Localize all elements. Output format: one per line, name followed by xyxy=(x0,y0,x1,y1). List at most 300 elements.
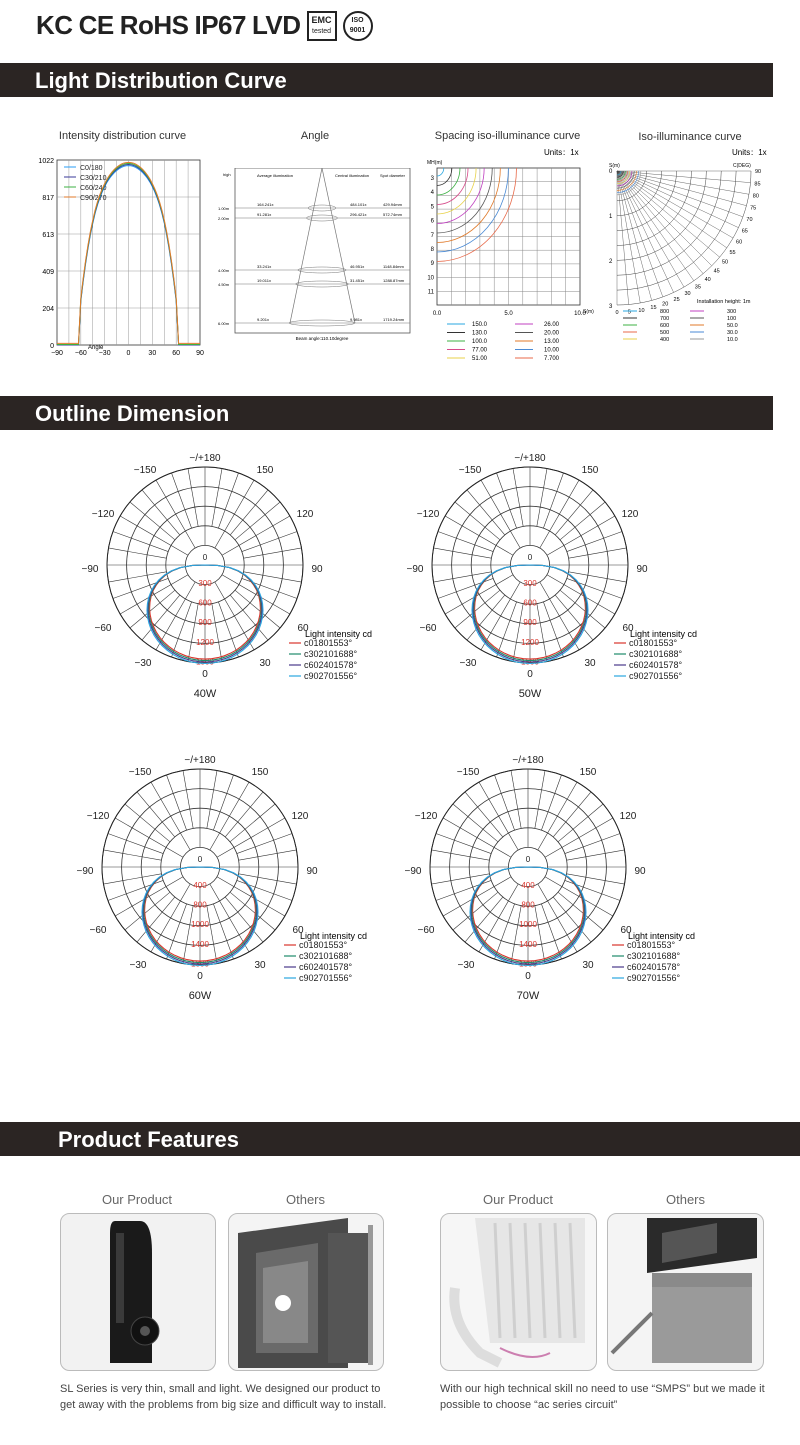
polar-angle-label: 30 xyxy=(254,960,266,971)
polar-angle-label: 120 xyxy=(619,811,637,822)
polar-ring-label: 1000 xyxy=(191,920,209,930)
ce-mark: CE xyxy=(78,10,114,40)
beam-cone xyxy=(290,168,355,323)
legend-label: 20.00 xyxy=(544,330,560,337)
legend-label: 300 xyxy=(727,309,737,315)
iso-curve xyxy=(437,168,500,243)
legend-title: Light intensity cd xyxy=(628,931,696,941)
polar-angle-label: 30 xyxy=(259,658,271,669)
angle-tick: 55 xyxy=(729,249,736,256)
polar-spoke xyxy=(535,906,545,964)
polar-angle-label: −120 xyxy=(86,811,110,822)
legend-label: c902701556° xyxy=(627,973,681,983)
feature-text-left: SL Series is very thin, small and light. We designed our product to get away with the problems from big size and difficult way to install. xyxy=(60,1383,387,1411)
legend-label: 800 xyxy=(660,309,670,315)
legend-label: 500 xyxy=(660,330,670,336)
level-central: 9.981x xyxy=(350,317,363,322)
polar-angle-label: −60 xyxy=(89,925,107,936)
iso-curve xyxy=(437,168,484,224)
legend-label: 51.00 xyxy=(472,356,488,362)
angle-tick: 0 xyxy=(615,310,619,316)
y-tick-label: 11 xyxy=(427,289,434,296)
polar-angle-label: 0 xyxy=(197,855,203,864)
legend-label: c302101688° xyxy=(304,649,358,659)
iso-ray xyxy=(617,171,629,304)
level-height: 4.00m xyxy=(218,268,230,273)
legend-label: C90/270 xyxy=(80,195,107,202)
polar-spoke xyxy=(212,604,222,662)
y-axis-label: MH(m) xyxy=(427,160,443,166)
y-tick-label: 1 xyxy=(609,214,613,220)
level-height: 1.00m xyxy=(218,206,230,211)
polar-spoke xyxy=(496,473,516,528)
y-tick-label: 409 xyxy=(42,269,54,276)
angle-tick: 85 xyxy=(754,181,761,188)
y-tick-label: 9 xyxy=(430,261,434,268)
x-tick-label: −30 xyxy=(98,350,111,357)
polar-angle-label: −60 xyxy=(94,623,112,634)
y-tick-label: 204 xyxy=(42,306,54,313)
units-label: Units：1x xyxy=(732,148,767,157)
angle-frame xyxy=(235,168,410,333)
legend-label: 50.0 xyxy=(727,323,738,329)
legend-label: c902701556° xyxy=(629,671,683,681)
polar-diagram-50w xyxy=(405,450,715,710)
polar-spoke xyxy=(436,880,491,900)
polar-spoke xyxy=(171,602,191,657)
polar-spoke xyxy=(188,604,198,662)
y-tick-label: 817 xyxy=(42,195,54,202)
polar-caption: 60W xyxy=(188,990,212,1002)
y-tick-label: 10 xyxy=(427,275,434,282)
section-header-outline: Outline Dimension xyxy=(0,396,773,430)
polar-ring-label: 1500 xyxy=(196,657,214,667)
y-tick-label: 0 xyxy=(50,343,54,350)
level-height: 2.00m xyxy=(218,216,230,221)
level-spot: 1719.24mm xyxy=(383,317,405,322)
polar-spoke xyxy=(103,850,161,860)
polar-angle-label: −150 xyxy=(456,767,480,778)
col-central: Central illumination xyxy=(335,173,370,178)
section-header-light-distribution: Light Distribution Curve xyxy=(0,63,773,97)
legend-label: C0/180 xyxy=(80,165,103,172)
polar-caption: 40W xyxy=(193,688,217,700)
polar-angle-label: 0 xyxy=(525,971,531,982)
polar-spoke xyxy=(237,833,292,853)
legend-label: 26.00 xyxy=(544,322,560,328)
polar-angle-label: −120 xyxy=(414,811,438,822)
polar-spoke xyxy=(436,833,491,853)
iso-title: Iso-illuminance curve xyxy=(638,131,742,143)
level-central: 31.451x xyxy=(350,278,365,283)
polar-angle-label: 0 xyxy=(202,553,208,562)
polar-ring-label: 1500 xyxy=(521,657,539,667)
product-photo-ours-left xyxy=(60,1213,216,1371)
x-tick-label: 5.0 xyxy=(504,311,513,317)
polar-spoke xyxy=(183,906,193,964)
polar-angle-label: −60 xyxy=(417,925,435,936)
polar-spoke xyxy=(565,880,620,900)
level-central: 46.951x xyxy=(350,264,365,269)
polar-spoke xyxy=(242,531,297,551)
polar-spoke xyxy=(494,904,514,959)
level-spot: 1148.84mm xyxy=(383,264,404,269)
angle-tick: 20 xyxy=(662,301,669,308)
legend-label: c602401578° xyxy=(299,962,353,972)
polar-angle-label: −90 xyxy=(81,564,99,575)
legend-label: 100.0 xyxy=(472,339,488,345)
polar-angle-label: 90 xyxy=(636,564,648,575)
polar-angle-label: 60 xyxy=(292,925,304,936)
legend-label: c302101688° xyxy=(299,951,353,961)
polar-ring-label: 300 xyxy=(523,579,537,588)
polar-angle-label: 30 xyxy=(582,960,594,971)
legend-label: 600 xyxy=(660,323,670,329)
polar-spoke xyxy=(237,880,292,900)
legend-label: C30/210 xyxy=(80,175,107,182)
polar-angle-label: 60 xyxy=(620,925,632,936)
legend-label: c602401578° xyxy=(304,660,358,670)
product-photo-ours-right xyxy=(440,1213,597,1371)
polar-angle-label: 90 xyxy=(306,866,318,877)
polar-spoke xyxy=(567,531,622,551)
c-label: C(DEG) xyxy=(733,163,751,169)
polar-ring-label: 1800 xyxy=(519,959,537,969)
polar-angle-label: 120 xyxy=(291,811,309,822)
polar-spoke xyxy=(113,531,168,551)
y-tick-label: 6 xyxy=(430,218,434,225)
polar-ring-label: 1400 xyxy=(519,939,537,949)
spacing-iso-chart xyxy=(420,145,600,370)
y-tick-label: 3 xyxy=(430,176,434,182)
legend-title: Light intensity cd xyxy=(305,629,373,639)
angle-tick: 60 xyxy=(736,239,743,246)
level-height: 6.00m xyxy=(218,321,230,326)
angle-tick: 15 xyxy=(650,305,657,312)
legend-label: 100 xyxy=(727,316,737,322)
polar-ring-label: 800 xyxy=(521,900,535,910)
legend-label: c902701556° xyxy=(304,671,358,681)
legend-title: Light intensity cd xyxy=(630,629,698,639)
y-tick-label: 0 xyxy=(609,169,613,175)
polar-spoke xyxy=(207,906,217,964)
col-avg: Average illumination xyxy=(257,173,293,178)
lvd-mark: LVD xyxy=(251,10,301,40)
polar-spoke xyxy=(207,770,217,828)
polar-angle-label: 90 xyxy=(311,564,323,575)
beam-angle: Beam angle:110.10degree xyxy=(295,336,349,341)
polar-angle-label: −/+180 xyxy=(189,453,221,464)
y-tick-label: 8 xyxy=(430,247,434,253)
legend-label: 77.00 xyxy=(472,347,488,354)
level-central: 484.101x xyxy=(350,202,367,207)
polar-ring-label: 600 xyxy=(523,598,537,608)
polar-ring-label: 800 xyxy=(193,900,207,910)
y-tick-label: 1022 xyxy=(38,158,54,165)
polar-spoke xyxy=(212,468,222,526)
polar-spoke xyxy=(213,904,233,959)
col-high: high xyxy=(223,172,231,177)
polar-spoke xyxy=(543,473,563,528)
polar-spoke xyxy=(108,833,163,853)
col-spot: Spot diameter xyxy=(380,173,405,178)
polar-angle-label: 0 xyxy=(202,669,208,680)
polar-ring-label: 1000 xyxy=(519,920,537,930)
x-tick-label: 90 xyxy=(196,350,204,357)
level-height: 4.50m xyxy=(218,282,230,287)
polar-spoke xyxy=(511,906,521,964)
polar-spoke xyxy=(537,604,547,662)
legend-label: c01801553° xyxy=(299,940,348,950)
polar-angle-label: 150 xyxy=(256,465,274,476)
polar-spoke xyxy=(438,531,493,551)
polar-spoke xyxy=(567,578,622,598)
y-tick-label: 2 xyxy=(609,259,613,265)
kc-mark: KC xyxy=(36,10,73,40)
y-tick-label: 5 xyxy=(430,204,434,211)
angle-tick: 75 xyxy=(750,205,757,212)
angle-tick: 5 xyxy=(627,309,631,316)
polar-angle-label: 60 xyxy=(297,623,309,634)
angle-tick: 25 xyxy=(673,296,680,303)
polar-angle-label: −30 xyxy=(129,960,147,971)
polar-spoke xyxy=(242,578,297,598)
polar-spoke xyxy=(565,833,620,853)
polar-spoke xyxy=(239,850,297,860)
polar-spoke xyxy=(188,468,198,526)
legend-label: c302101688° xyxy=(629,649,683,659)
legend-label: 130.0 xyxy=(472,330,488,337)
polar-angle-label: −90 xyxy=(406,564,424,575)
level-spot: 429.94mm xyxy=(383,202,402,207)
angle-tick: 40 xyxy=(704,277,711,284)
polar-ring-label: 900 xyxy=(198,618,212,628)
x-unit: S(m) xyxy=(583,309,594,315)
level-central: 296.421x xyxy=(350,212,367,217)
x-tick-label: 0 xyxy=(126,350,131,357)
product-photo-others-right xyxy=(607,1213,764,1371)
polar-angle-label: −30 xyxy=(459,658,477,669)
polar-spoke xyxy=(213,775,233,830)
polar-angle-label: 120 xyxy=(621,509,639,520)
polar-spoke xyxy=(438,578,493,598)
polar-angle-label: 30 xyxy=(584,658,596,669)
polar-spoke xyxy=(218,473,238,528)
polar-ring-label: 900 xyxy=(523,618,537,628)
legend-label: 7.700 xyxy=(544,356,560,362)
product-photo-others-left xyxy=(228,1213,384,1371)
left-ours-label: Our Product xyxy=(101,1192,173,1207)
legend-label: 400 xyxy=(660,337,670,343)
polar-angle-label: −150 xyxy=(128,767,152,778)
x-tick-label: −60 xyxy=(74,350,87,357)
polar-spoke xyxy=(567,850,625,860)
emc-badge: EMC tested xyxy=(307,11,337,41)
angle-tick: 45 xyxy=(713,268,720,275)
angle-diagram xyxy=(215,168,415,343)
polar-spoke xyxy=(171,473,191,528)
angle-tick: 35 xyxy=(694,284,701,291)
polar-spoke xyxy=(511,770,521,828)
angle-title: Angle xyxy=(300,130,330,142)
polar-angle-label: 120 xyxy=(296,509,314,520)
legend-label: c01801553° xyxy=(629,638,678,648)
polar-angle-label: −120 xyxy=(91,509,115,520)
level-avg: 9.201x xyxy=(257,317,270,322)
polar-ring-label: 1800 xyxy=(191,959,209,969)
polar-angle-label: 0 xyxy=(197,971,203,982)
angle-tick: 30 xyxy=(684,291,691,298)
legend-label: 13.00 xyxy=(544,339,560,345)
legend-label: 30.0 xyxy=(727,330,738,336)
polar-angle-label: −30 xyxy=(134,658,152,669)
polar-spoke xyxy=(541,775,561,830)
angle-tick: 65 xyxy=(741,228,748,235)
polar-angle-label: 90 xyxy=(634,866,646,877)
level-avg: 33.241x xyxy=(257,264,272,269)
level-avg: 19.011x xyxy=(257,278,271,283)
polar-angle-label: −150 xyxy=(133,465,157,476)
polar-spoke xyxy=(569,548,627,558)
legend-title: Light intensity cd xyxy=(300,931,368,941)
polar-angle-label: −/+180 xyxy=(184,755,216,766)
iso-curve xyxy=(437,168,444,176)
legend-label: 700 xyxy=(660,316,670,322)
polar-spoke xyxy=(431,850,489,860)
rohs-mark: RoHS xyxy=(119,10,189,40)
y-tick-label: 7 xyxy=(430,232,434,239)
legend-label: c01801553° xyxy=(627,940,676,950)
left-others-label: Others xyxy=(285,1192,325,1207)
polar-diagram-40w xyxy=(80,450,390,710)
iso-ray xyxy=(617,171,652,300)
polar-spoke xyxy=(537,468,547,526)
polar-ring-label: 600 xyxy=(198,598,212,608)
polar-angle-label: 60 xyxy=(622,623,634,634)
install-height: Installation height: 1m xyxy=(697,299,751,305)
x-tick-label: 0.0 xyxy=(432,311,442,317)
y-tick-label: 613 xyxy=(42,232,54,239)
polar-ring-label: 400 xyxy=(193,881,207,890)
polar-ring-label: 1200 xyxy=(521,637,539,647)
y-axis-label: S(m) xyxy=(609,163,620,169)
legend-label: C60/240 xyxy=(80,185,107,192)
polar-ring-label: 1200 xyxy=(196,637,214,647)
level-spot: 1288.87mm xyxy=(383,278,405,283)
polar-diagram-70w xyxy=(403,752,713,1012)
right-ours-label: Our Product xyxy=(482,1192,554,1207)
x-tick-label: 60 xyxy=(172,350,181,357)
legend-label: c01801553° xyxy=(304,638,353,648)
polar-ring-label: 300 xyxy=(198,579,212,588)
polar-angle-label: 0 xyxy=(527,553,533,562)
iso-illuminance-chart xyxy=(605,145,775,355)
level-spot: 572.74mm xyxy=(383,212,402,217)
units-label: Units：1x xyxy=(544,148,579,157)
intensity-distribution-chart xyxy=(30,150,215,360)
section-header-features: Product Features xyxy=(0,1122,800,1156)
polar-angle-label: −/+180 xyxy=(512,755,544,766)
polar-spoke xyxy=(513,468,523,526)
polar-spoke xyxy=(108,548,166,558)
polar-spoke xyxy=(218,602,238,657)
legend-label: 10.00 xyxy=(544,347,560,354)
iso-ray xyxy=(617,171,738,228)
level-avg: 164.241x xyxy=(257,202,274,207)
polar-angle-label: −150 xyxy=(458,465,482,476)
legend-label: 150.0 xyxy=(472,322,488,328)
polar-spoke xyxy=(433,548,491,558)
polar-spoke xyxy=(166,775,186,830)
angle-tick: 10 xyxy=(638,307,645,314)
polar-angle-label: −90 xyxy=(76,866,94,877)
polar-angle-label: −120 xyxy=(416,509,440,520)
polar-angle-label: −90 xyxy=(404,866,422,877)
feature-text-right: With our high technical skill no need to use “SMPS” but we made it possible to choose “ac series circuit” xyxy=(440,1383,765,1411)
legend-label: c902701556° xyxy=(299,973,353,983)
legend-label: c602401578° xyxy=(627,962,681,972)
angle-tick: 80 xyxy=(752,193,759,200)
polar-spoke xyxy=(166,904,186,959)
polar-spoke xyxy=(183,770,193,828)
polar-angle-label: −/+180 xyxy=(514,453,546,464)
polar-angle-label: 0 xyxy=(527,669,533,680)
polar-spoke xyxy=(513,604,523,662)
iso-ray xyxy=(617,171,750,183)
angle-tick: 50 xyxy=(721,259,729,266)
y-tick-label: 4 xyxy=(430,190,434,197)
iso-badge: ISO 9001 xyxy=(343,11,373,41)
angle-tick: 70 xyxy=(746,217,753,224)
spacing-title: Spacing iso-illuminance curve xyxy=(434,130,581,142)
level-avg: 91.281x xyxy=(257,212,272,217)
legend-label: c302101688° xyxy=(627,951,681,961)
polar-angle-label: 150 xyxy=(579,767,597,778)
polar-spoke xyxy=(113,578,168,598)
intensity-title: Intensity distribution curve xyxy=(58,130,187,142)
cert-strip xyxy=(36,10,373,41)
legend-label: 10.0 xyxy=(727,337,738,343)
x-tick-label: 10.0 xyxy=(574,311,586,317)
polar-angle-label: −60 xyxy=(419,623,437,634)
iso-curve xyxy=(437,168,452,186)
ip67-mark: IP67 xyxy=(194,10,246,40)
iso-ray xyxy=(617,171,674,292)
polar-spoke xyxy=(541,904,561,959)
polar-angle-label: 150 xyxy=(581,465,599,476)
angle-tick: 90 xyxy=(754,169,762,175)
polar-angle-label: 0 xyxy=(525,855,531,864)
polar-caption: 50W xyxy=(518,688,542,700)
polar-ring-label: 1400 xyxy=(191,939,209,949)
x-axis-label: Angle xyxy=(88,345,104,351)
iso-ray xyxy=(617,171,746,206)
polar-spoke xyxy=(496,602,516,657)
polar-spoke xyxy=(543,602,563,657)
polar-spoke xyxy=(535,770,545,828)
polar-spoke xyxy=(494,775,514,830)
polar-spoke xyxy=(108,880,163,900)
iso-curve xyxy=(437,168,516,262)
polar-diagram-60w xyxy=(75,752,385,1012)
right-others-label: Others xyxy=(665,1192,705,1207)
polar-caption: 70W xyxy=(516,990,540,1002)
x-tick-label: −90 xyxy=(51,350,63,357)
legend-label: c602401578° xyxy=(629,660,683,670)
polar-spoke xyxy=(244,548,302,558)
y-tick-label: 3 xyxy=(609,304,613,310)
x-tick-label: 30 xyxy=(148,350,157,357)
